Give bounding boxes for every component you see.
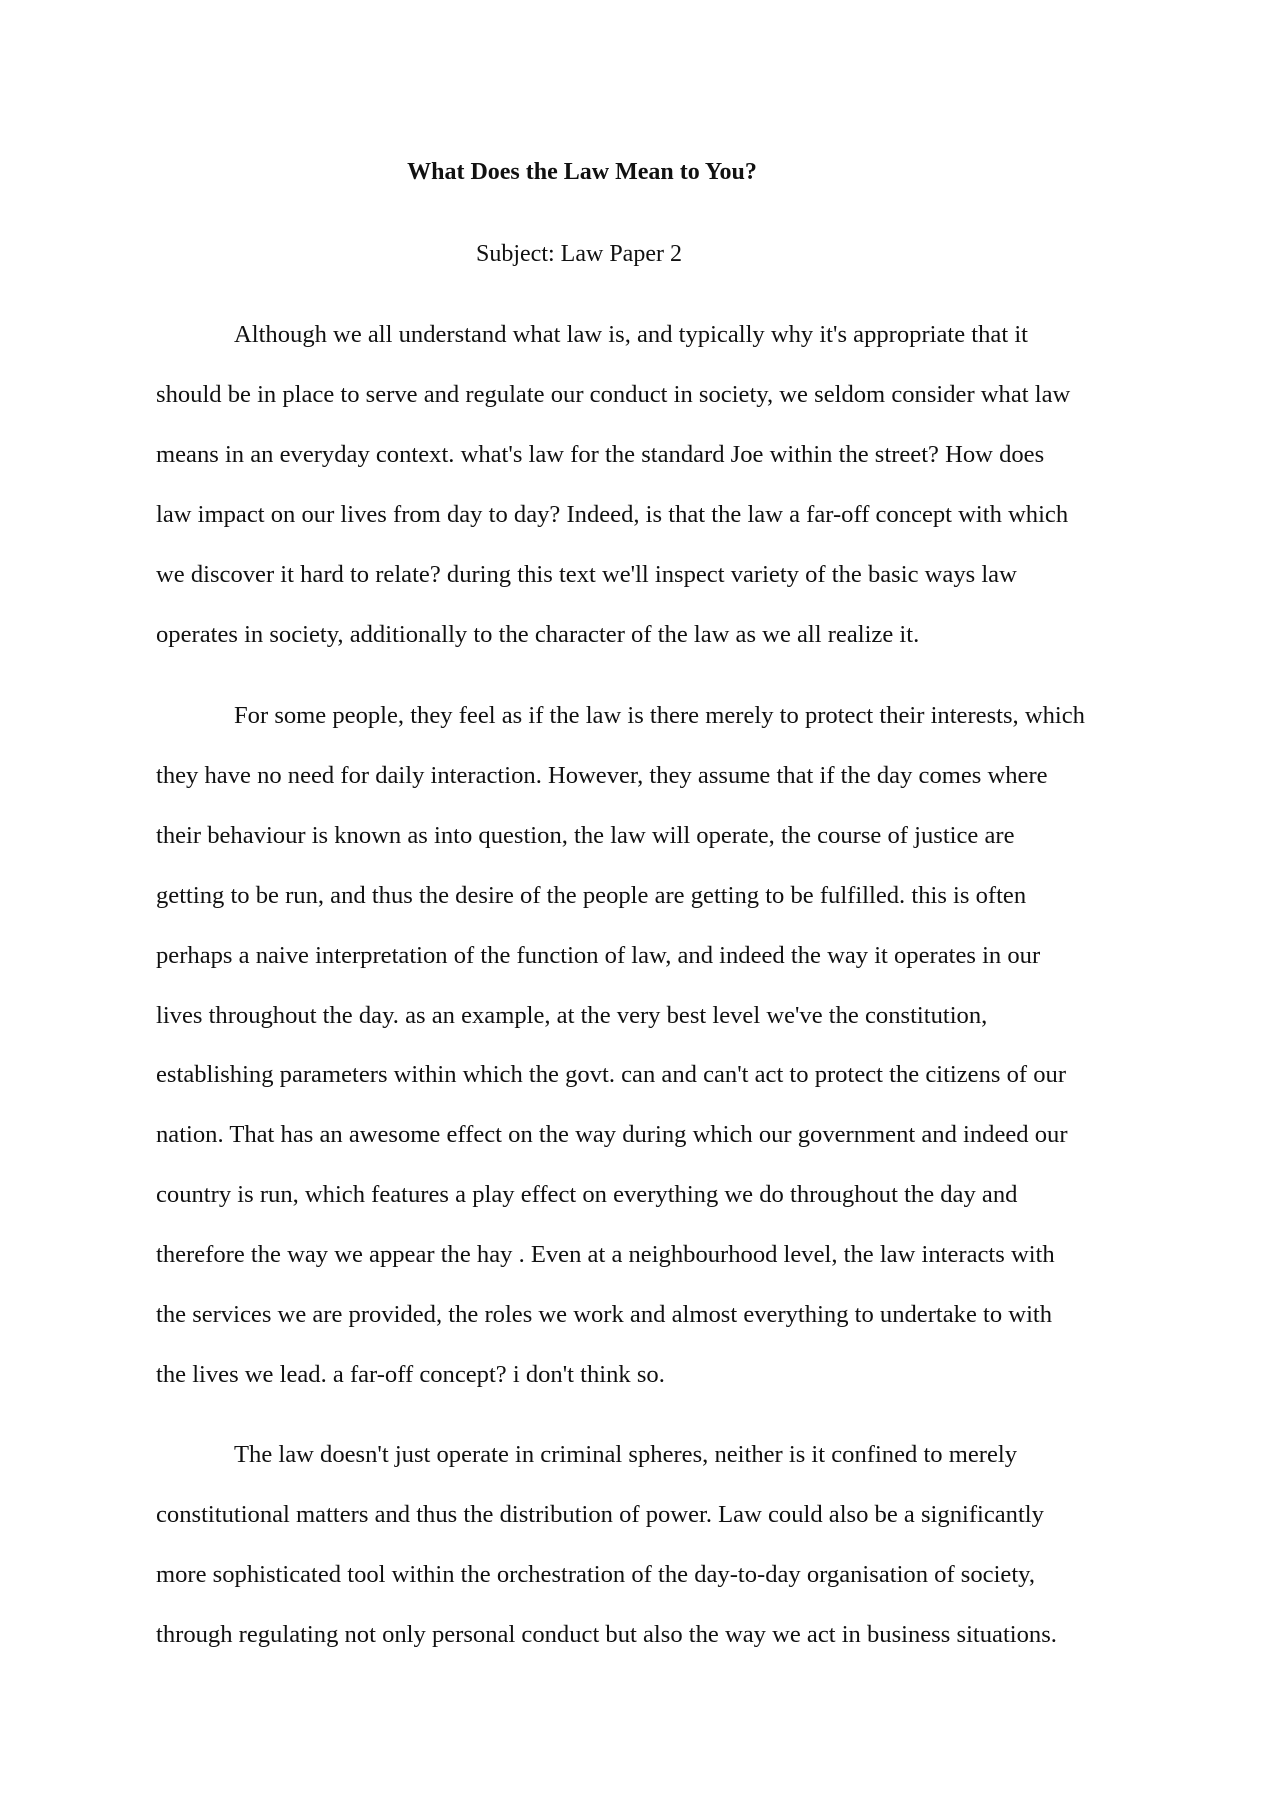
paragraph-line: perhaps a naive interpretation of the function of law, and indeed the way it operates in our	[156, 941, 1041, 969]
paragraph-line: we discover it hard to relate? during this text we'll inspect variety of the basic ways law	[156, 560, 1017, 588]
paragraph-line: getting to be run, and thus the desire of the people are getting to be fulfilled. this is often	[156, 881, 1027, 909]
document-title: What Does the Law Mean to You?	[407, 159, 757, 185]
paragraph-line: therefore the way we appear the hay . Even at a neighbourhood level, the law interacts with	[156, 1241, 1055, 1269]
paragraph-line: country is run, which features a play effect on everything we do throughout the day and	[156, 1181, 1018, 1209]
paragraph-line: constitutional matters and thus the distribution of power. Law could also be a significantly	[156, 1500, 1044, 1528]
document-subject: Subject: Law Paper 2	[476, 241, 682, 267]
paragraph-line: through regulating not only personal conduct but also the way we act in business situations.	[156, 1620, 1057, 1648]
paragraph-line: means in an everyday context. what's law for the standard Joe within the street? How does	[156, 440, 1045, 468]
paragraph-line: Although we all understand what law is, and typically why it's appropriate that it	[234, 321, 1028, 348]
paragraph-line: the services we are provided, the roles we work and almost everything to undertake to with	[156, 1301, 1053, 1328]
paragraph-line: operates in society, additionally to the character of the law as we all realize it.	[156, 620, 920, 648]
paragraph-line: establishing parameters within which the govt. can and can't act to protect the citizens of our	[156, 1061, 1067, 1089]
paragraph-line: should be in place to serve and regulate our conduct in society, we seldom consider what law	[156, 380, 1071, 408]
paragraph-line: nation. That has an awesome effect on the way during which our government and indeed our	[156, 1121, 1068, 1149]
paragraph-line: The law doesn't just operate in criminal spheres, neither is it confined to merely	[234, 1441, 1018, 1468]
paragraph-line: For some people, they feel as if the law is there merely to protect their interests, which	[234, 702, 1085, 729]
paragraph-line: the lives we lead. a far-off concept? i don't think so.	[156, 1360, 665, 1388]
paragraph-line: law impact on our lives from day to day? Indeed, is that the law a far-off concept with which	[156, 500, 1069, 528]
paragraph-line: their behaviour is known as into question, the law will operate, the course of justice are	[156, 821, 1015, 849]
paragraph-line: more sophisticated tool within the orchestration of the day-to-day organisation of society,	[156, 1560, 1036, 1588]
paragraph-line: lives throughout the day. as an example, at the very best level we've the constitution,	[156, 1001, 988, 1029]
paragraph-line: they have no need for daily interaction. However, they assume that if the day comes where	[156, 761, 1048, 789]
